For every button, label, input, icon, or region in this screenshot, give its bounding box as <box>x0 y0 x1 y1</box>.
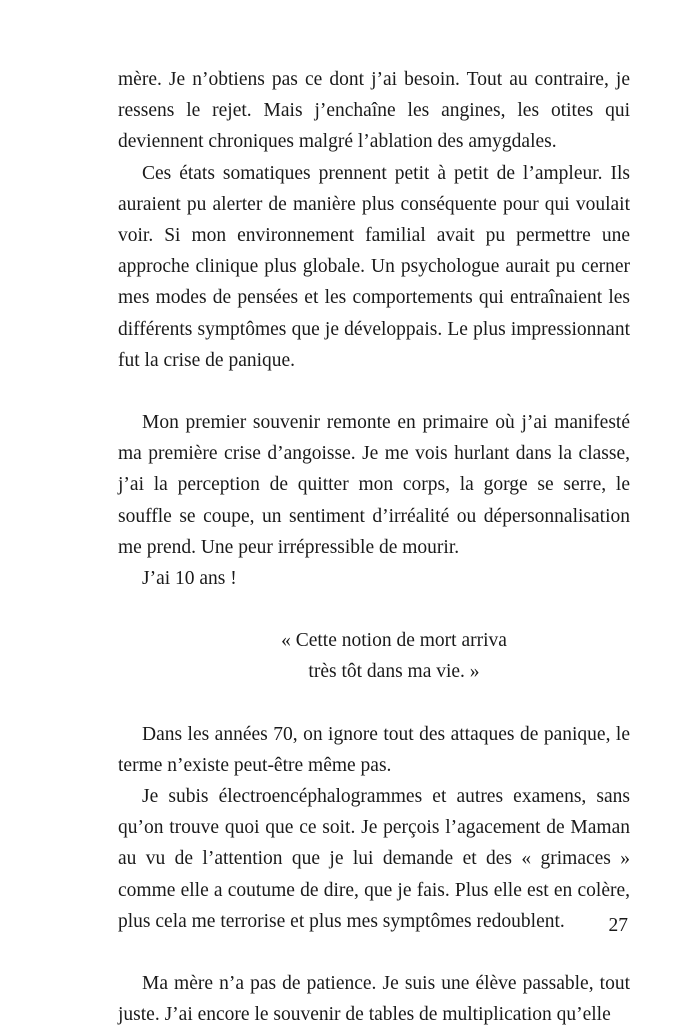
pull-quote-line-1: « Cette notion de mort arriva <box>281 630 507 652</box>
paragraph-7: Ma mère n’a pas de patience. Je suis une élève passable, tout juste. J’ai encore le souvenir de tables de multiplication qu’elle <box>118 973 630 1026</box>
paragraph-3: Mon premier souvenir remonte en primaire où j’ai manifesté ma première crise d’angoisse. Je me vois hurlant dans la classe, j’ai la perception de quitter mon corps, la gorge se serre, le souffle se coupe, un sentiment d’irréalité ou dépersonnalisation me prend. Une peur irrépressible de mourir. <box>118 412 630 558</box>
section-gap <box>118 594 630 625</box>
paragraph-5: Dans les années 70, on ignore tout des attaques de panique, le terme n’existe peut-être même pas. <box>118 723 630 776</box>
section-gap <box>118 937 630 968</box>
page-number: 27 <box>608 915 628 936</box>
page-body <box>118 64 630 1030</box>
section-gap <box>118 688 630 719</box>
paragraph-2: Ces états somatiques prennent petit à petit de l’ampleur. Ils auraient pu alerter de manière plus conséquente pour qui voulait voir. Si mon environnement familial avait pu permettre une approche clinique plus globale. Un psychologue aurait pu cerner mes modes de pensées et les comportements qui entraînaient les différents symptômes que je développais. Le plus impressionnant fut la crise de panique. <box>118 162 630 371</box>
paragraph-4: J’ai 10 ans ! <box>142 568 237 590</box>
section-gap <box>118 376 630 407</box>
pull-quote-line-2: très tôt dans ma vie. » <box>308 661 480 683</box>
paragraph-6: Je subis électroencéphalogrammes et autres examens, sans qu’on trouve quoi que ce soit. Je perçois l’agacement de Maman au vu de l’attention que je lui demande et des « grimaces » comme elle a coutume de dire, que je fais. Plus elle est en colère, plus cela me terrorise et plus mes symptômes redoublent. <box>118 786 630 932</box>
paragraph-1: mère. Je n’obtiens pas ce dont j’ai besoin. Tout au contraire, je ressens le rejet. Mais j’enchaîne les angines, les otites qui deviennent chroniques malgré l’ablation des amygdales. <box>118 69 630 153</box>
pull-quote <box>118 625 630 687</box>
